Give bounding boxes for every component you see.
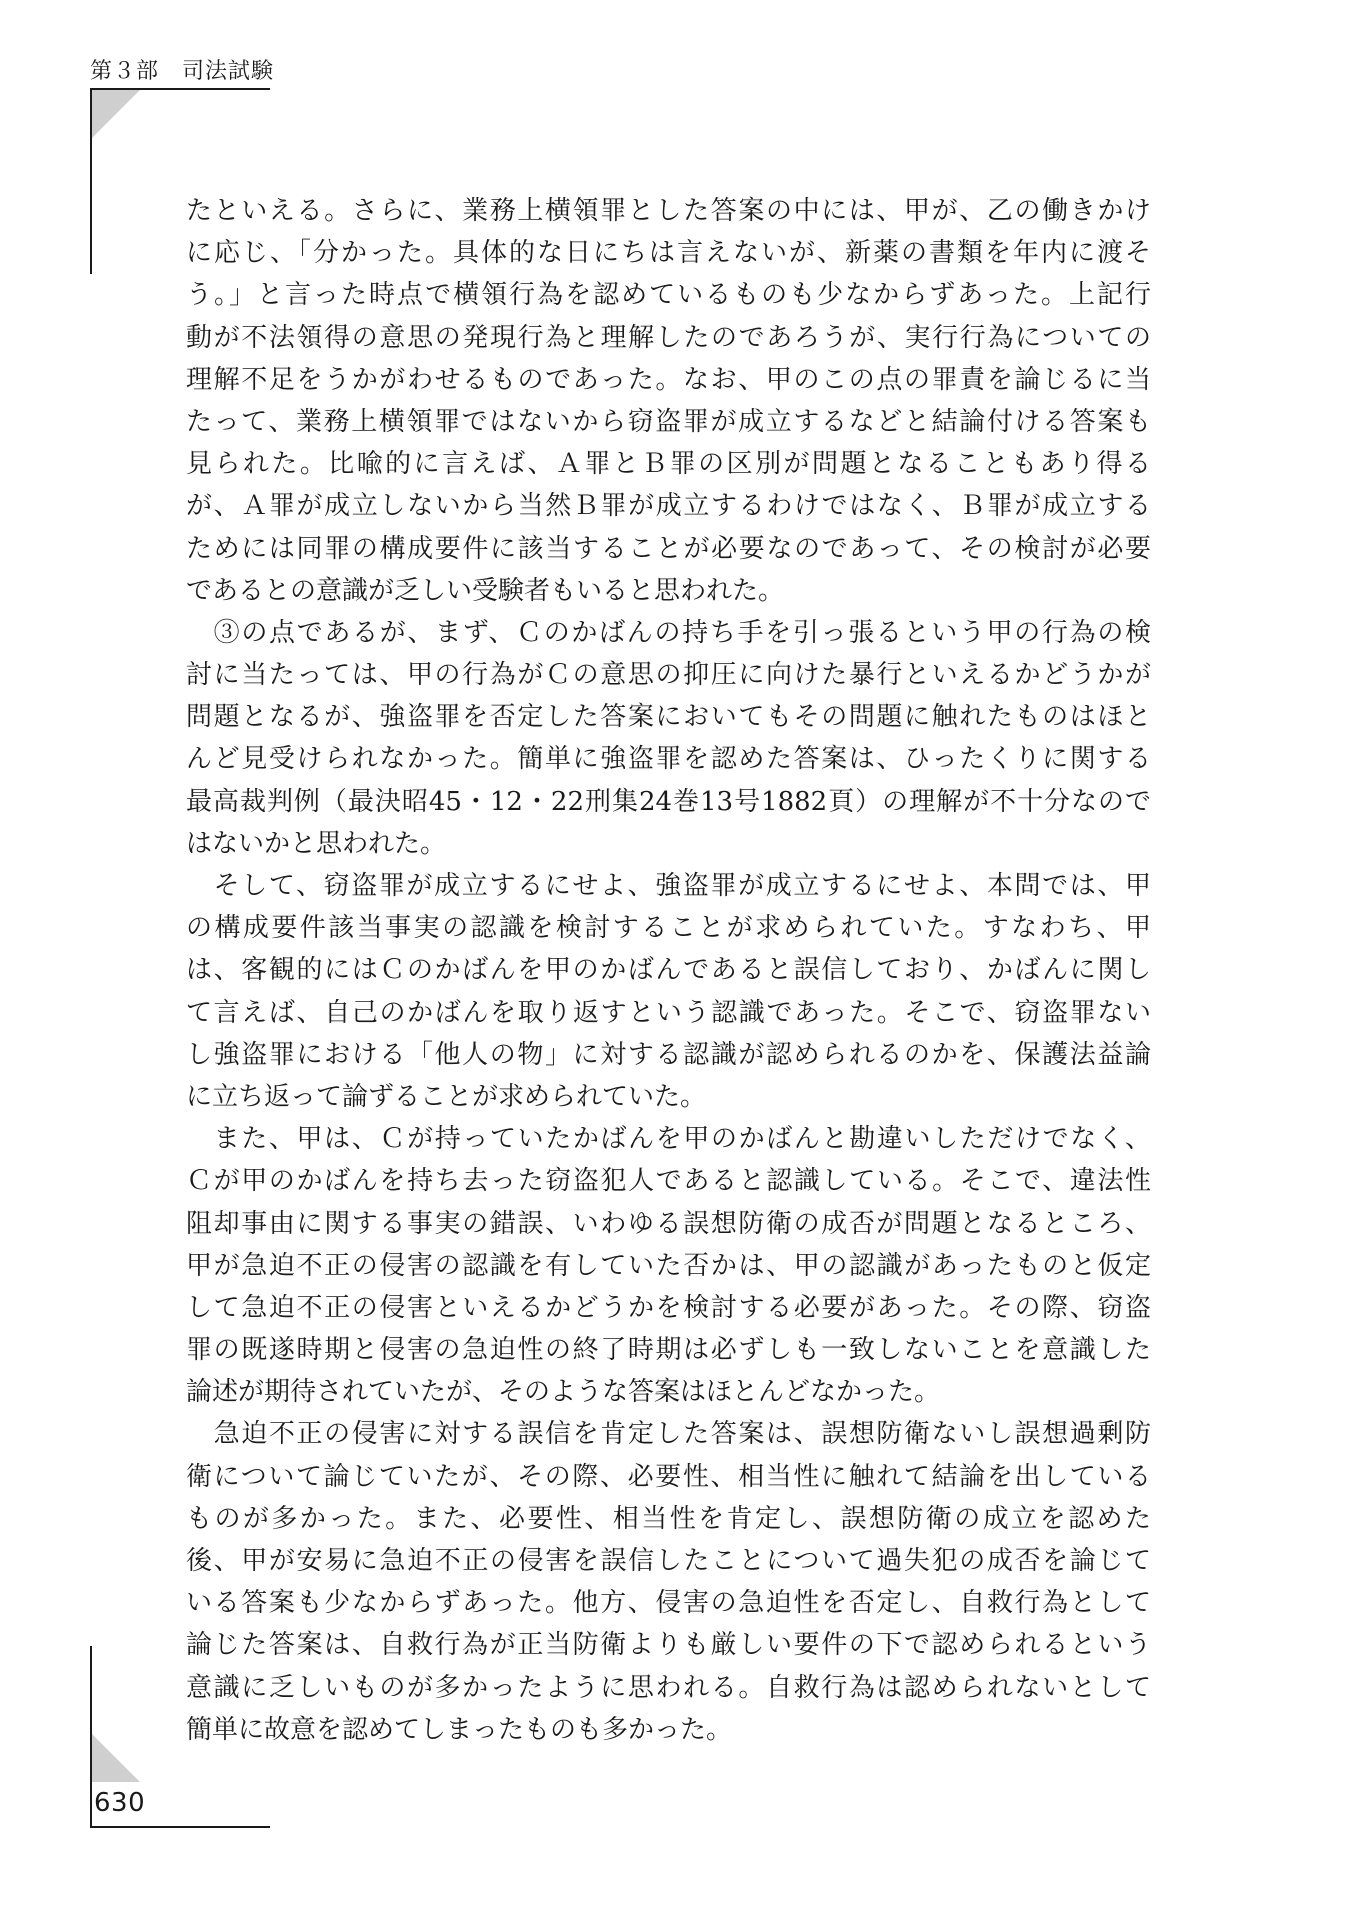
body-line: また、甲は、Ｃが持っていたかばんを甲のかばんと勘違いしただけでなく、: [186, 1124, 1151, 1155]
body-line: し強盗罪における「他人の物」に対する認識が認められるのかを、保護法益論: [186, 1039, 1151, 1070]
body-line: の構成要件該当事実の認識を検討することが求められていた。すなわち、甲: [186, 913, 1151, 944]
body-line: は、客観的にはＣのかばんを甲のかばんであると誤信しており、かばんに関し: [186, 955, 1151, 986]
body-line: が、Ａ罪が成立しないから当然Ｂ罪が成立するわけではなく、Ｂ罪が成立する: [186, 491, 1151, 522]
corner-decoration-top: [92, 90, 140, 138]
body-line: であるとの意識が乏しい受験者もいると思われた。: [186, 575, 785, 606]
body-line: 論述が期待されていたが、そのような答案はほとんどなかった。: [186, 1377, 941, 1408]
body-line: 論じた答案は、自救行為が正当防衛よりも厳しい要件の下で認められるという: [186, 1630, 1151, 1661]
body-line: ものが多かった。また、必要性、相当性を肯定し、誤想防衛の成立を認めた: [186, 1503, 1151, 1534]
body-line: 罪の既遂時期と侵害の急迫性の終了時期は必ずしも一致しないことを意識した: [186, 1335, 1151, 1366]
body-line: たって、業務上横領罪ではないから窃盗罪が成立するなどと結論付ける答案も: [186, 406, 1151, 437]
body-line: Ｃが甲のかばんを持ち去った窃盗犯人であると認識している。そこで、違法性: [186, 1166, 1151, 1197]
body-line: 見られた。比喩的に言えば、Ａ罪とＢ罪の区別が問題となることもあり得る: [186, 449, 1151, 480]
body-line: 簡単に故意を認めてしまったものも多かった。: [186, 1714, 733, 1745]
body-line: て言えば、自己のかばんを取り返すという認識であった。そこで、窃盗罪ない: [186, 997, 1151, 1028]
body-line: いる答案も少なからずあった。他方、侵害の急迫性を否定し、自救行為として: [186, 1588, 1151, 1619]
body-line: ③の点であるが、まず、Ｃのかばんの持ち手を引っ張るという甲の行為の検: [186, 617, 1151, 648]
body-line: たといえる。さらに、業務上横領罪とした答案の中には、甲が、乙の働きかけ: [186, 196, 1151, 226]
body-line: 急迫不正の侵害に対する誤信を肯定した答案は、誤想防衛ないし誤想過剰防: [186, 1419, 1151, 1450]
body-line: 討に当たっては、甲の行為がＣの意思の抑圧に向けた暴行といえるかどうかが: [186, 660, 1151, 691]
body-line: 理解不足をうかがわせるものであった。なお、甲のこの点の罪責を論じるに当: [186, 364, 1151, 395]
body-line: して急迫不正の侵害といえるかどうかを検討する必要があった。その際、窃盗: [186, 1292, 1151, 1323]
body-line: んど見受けられなかった。簡単に強盗罪を認めた答案は、ひったくりに関する: [186, 744, 1151, 775]
body-line: 後、甲が安易に急迫不正の侵害を誤信したことについて過失犯の成否を論じて: [186, 1546, 1151, 1576]
body-line: 衛について論じていたが、その際、必要性、相当性に触れて結論を出している: [186, 1461, 1151, 1492]
footer-rule: [90, 1826, 270, 1828]
body-text: [186, 190, 1151, 1751]
body-line: 阻却事由に関する事実の錯誤、いわゆる誤想防衛の成否が問題となるところ、: [186, 1208, 1151, 1239]
body-line: 甲が急迫不正の侵害の認識を有していた否かは、甲の認識があったものと仮定: [186, 1250, 1151, 1281]
body-line: に立ち返って論ずることが求められていた。: [186, 1081, 707, 1112]
body-line: 動が不法領得の意思の発現行為と理解したのであろうが、実行行為についての: [186, 322, 1151, 353]
page-number: 630: [94, 1788, 146, 1818]
body-line: そして、窃盗罪が成立するにせよ、強盗罪が成立するにせよ、本問では、甲: [186, 871, 1151, 901]
body-line: に応じ、「分かった。具体的な日にちは言えないが、新薬の書類を年内に渡そ: [186, 238, 1151, 269]
body-line: 意識に乏しいものが多かったように思われる。自救行為は認められないとして: [186, 1672, 1151, 1703]
body-line: 最高裁判例（最決昭45・12・22刑集24巻13号1882頁）の理解が不十分なので: [186, 786, 1151, 817]
corner-decoration-bottom: [92, 1734, 140, 1782]
body-line: ためには同罪の構成要件に該当することが必要なのであって、その検討が必要: [186, 533, 1151, 564]
body-line: 問題となるが、強盗罪を否定した答案においてもその問題に触れたものはほと: [186, 702, 1151, 733]
running-header: 第３部 司法試験: [90, 59, 275, 84]
body-line: う。」と言った時点で横領行為を認めているものも少なからずあった。上記行: [186, 280, 1151, 311]
body-line: はないかと思われた。: [186, 828, 447, 859]
